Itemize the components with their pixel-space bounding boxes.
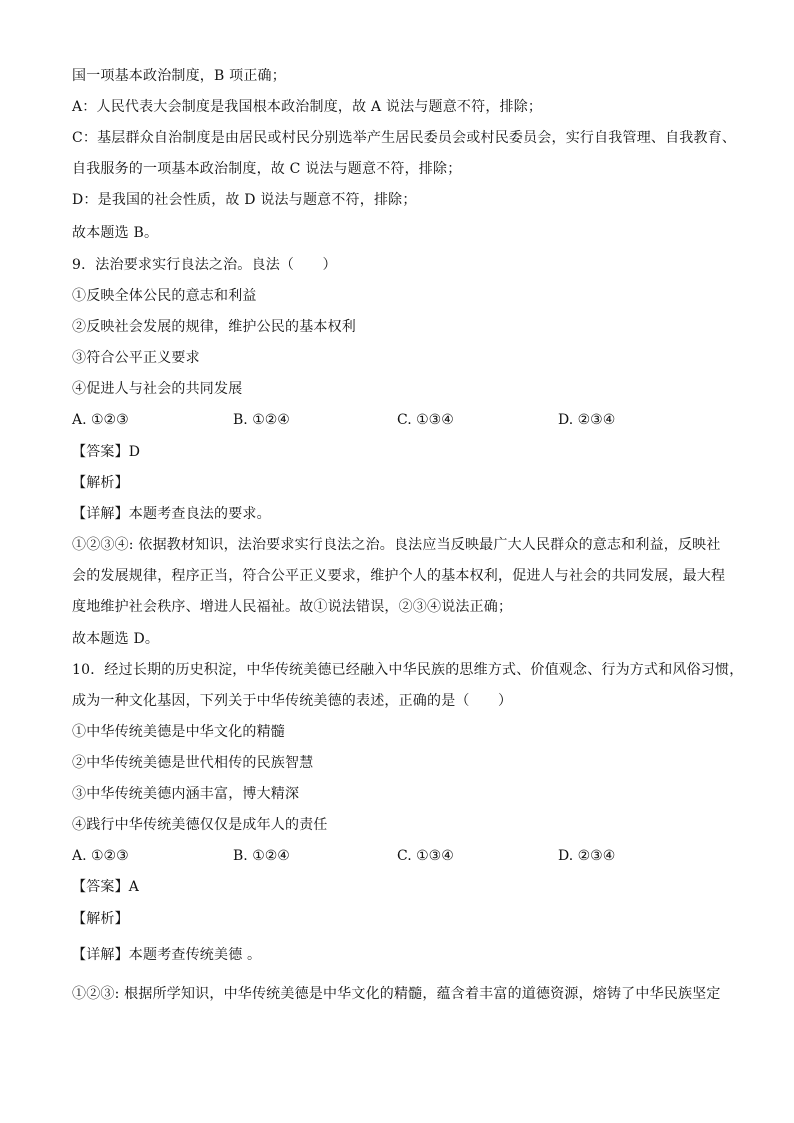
option-c: C. ①③④: [397, 412, 454, 428]
answer-options: [72, 847, 732, 865]
text-line: D：是我国的社会性质，故 D 说法与题意不符，排除；: [72, 192, 417, 208]
explanation-line: 度地维护社会秩序、增进人民福祉。故①说法错误，②③④说法正确；: [72, 599, 513, 615]
question-item: ①反映全体公民的意志和利益: [72, 288, 257, 304]
explanation-line: ①②③④: 依据教材知识，法治要求实行良法之治。良法应当反映最广大人民群众的意志和利益，反映社: [72, 537, 721, 553]
question-item: ①中华传统美德是中华文化的精髓: [72, 724, 285, 740]
question-item: ④促进人与社会的共同发展: [72, 381, 243, 397]
question-item: ③符合公平正义要求: [72, 350, 200, 366]
detail-label: 【详解】本题考查传统美德 。: [72, 947, 262, 963]
option-a: A. ①②③: [72, 412, 129, 428]
option-c: C. ①③④: [397, 848, 454, 864]
question-item: ②反映社会发展的规律，维护公民的基本权利: [72, 319, 356, 335]
explanation-line: 会的发展规律，程序正当，符合公平正义要求，维护个人的基本权利，促进人与社会的共同发展，最大程: [72, 568, 726, 584]
question-stem: 10．经过长期的历史积淀，中华传统美德已经融入中华民族的思维方式、价值观念、行为方式和风俗习惯，: [72, 662, 744, 678]
question-stem: 9．法治要求实行良法之治。良法（ ）: [72, 257, 337, 273]
text-line: 自我服务的一项基本政治制度，故 C 说法与题意不符，排除；: [72, 161, 462, 177]
option-b: B. ①②④: [233, 412, 290, 428]
question-stem: 成为一种文化基因，下列关于中华传统美德的表述，正确的是（ ）: [72, 693, 513, 709]
question-item: ②中华传统美德是世代相传的民族智慧: [72, 755, 314, 771]
answer-options: [72, 411, 732, 429]
answer-label: 【答案】D: [72, 444, 141, 460]
option-b: B. ①②④: [233, 848, 290, 864]
text-line: C：基层群众自治制度是由居民或村民分别选举产生居民委员会或村民委员会，实行自我管理、自我教育、: [72, 130, 737, 146]
option-d: D. ②③④: [558, 412, 616, 428]
analysis-label: 【解析】: [72, 475, 129, 491]
analysis-label: 【解析】: [72, 911, 129, 927]
detail-label: 【详解】本题考查良法的要求。: [72, 506, 271, 522]
option-d: D. ②③④: [558, 848, 616, 864]
answer-label: 【答案】A: [72, 879, 140, 895]
text-line: 故本题选 B。: [72, 225, 159, 241]
explanation-line: ①②③: 根据所学知识，中华传统美德是中华文化的精髓，蕴含着丰富的道德资源，熔铸了中华民族坚定: [72, 986, 721, 1002]
text-line: 国一项基本政治制度，B 项正确；: [72, 68, 286, 84]
option-a: A. ①②③: [72, 848, 129, 864]
conclusion-line: 故本题选 D。: [72, 631, 160, 647]
question-item: ③中华传统美德内涵丰富，博大精深: [72, 786, 300, 802]
question-item: ④践行中华传统美德仅仅是成年人的责任: [72, 817, 328, 833]
text-line: A：人民代表大会制度是我国根本政治制度，故 A 说法与题意不符，排除；: [72, 99, 543, 115]
